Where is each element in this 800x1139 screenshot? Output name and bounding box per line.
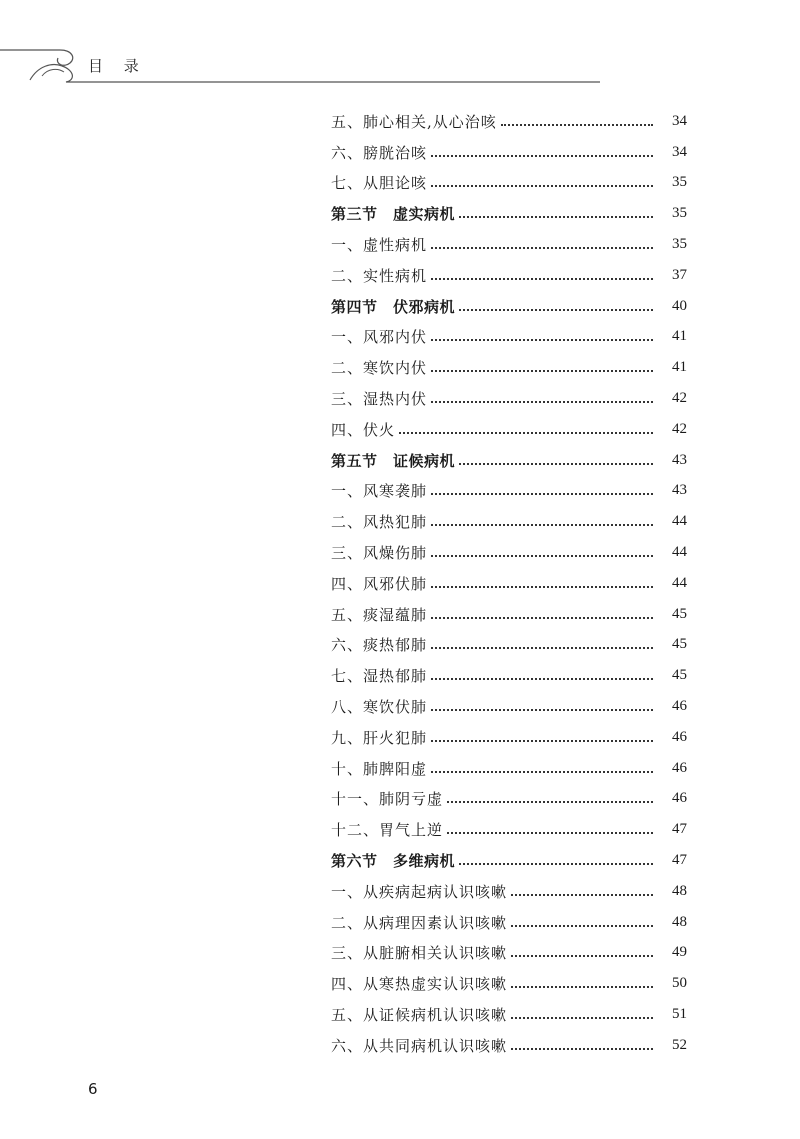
toc-entry-page: 40 (672, 297, 687, 314)
toc-leader-dots (431, 616, 653, 619)
toc-entry-page: 45 (672, 636, 687, 653)
toc-section-entry[interactable] (331, 291, 687, 322)
toc-entry-label: 第五节 证候病机 (331, 451, 456, 470)
toc-section-entry[interactable] (331, 845, 687, 876)
toc-entry-label: 二、从病理因素认识咳嗽 (331, 913, 508, 932)
toc-leader-dots (431, 246, 653, 249)
toc-leader-dots (511, 924, 653, 927)
toc-entry-page: 46 (672, 728, 687, 745)
toc-section-entry[interactable] (331, 445, 687, 476)
toc-entry[interactable] (331, 722, 687, 753)
toc-entry-label: 四、风邪伏肺 (331, 574, 428, 593)
toc-entry[interactable] (331, 938, 687, 969)
toc-entry-label: 七、从胆论咳 (331, 174, 428, 193)
toc-entry-page: 45 (672, 667, 687, 684)
toc-entry-label: 二、实性病机 (331, 266, 428, 285)
toc-leader-dots (459, 862, 653, 865)
toc-entry-page: 46 (672, 759, 687, 776)
toc-leader-dots (431, 338, 653, 341)
toc-entry[interactable] (331, 506, 687, 537)
toc-entry-page: 41 (672, 359, 687, 376)
toc-leader-dots (511, 985, 653, 988)
toc-entry-label: 四、从寒热虚实认识咳嗽 (331, 975, 508, 994)
toc-entry-label: 八、寒饮伏肺 (331, 698, 428, 717)
toc-entry-label: 四、伏火 (331, 420, 396, 439)
toc-entry[interactable] (331, 168, 687, 199)
toc-entry[interactable] (331, 383, 687, 414)
toc-entry[interactable] (331, 352, 687, 383)
toc-entry[interactable] (331, 1030, 687, 1061)
toc-leader-dots (447, 831, 653, 834)
toc-leader-dots (431, 708, 653, 711)
toc-entry[interactable] (331, 999, 687, 1030)
toc-entry-label: 二、风热犯肺 (331, 513, 428, 532)
toc-leader-dots (431, 739, 653, 742)
toc-leader-dots (431, 523, 653, 526)
toc-leader-dots (501, 123, 653, 126)
toc-entry[interactable] (331, 260, 687, 291)
toc-entry-page: 52 (672, 1036, 687, 1053)
toc-entry[interactable] (331, 568, 687, 599)
toc-entry-label: 一、风寒袭肺 (331, 482, 428, 501)
toc-leader-dots (511, 1047, 653, 1050)
toc-entry[interactable] (331, 876, 687, 907)
toc-entry-page: 50 (672, 975, 687, 992)
toc-entry[interactable] (331, 907, 687, 938)
toc-entry[interactable] (331, 660, 687, 691)
toc-entry-label: 十二、胃气上逆 (331, 821, 444, 840)
toc-entry-label: 九、肝火犯肺 (331, 728, 428, 747)
toc-entry[interactable] (331, 414, 687, 445)
toc-leader-dots (511, 893, 653, 896)
toc-entry-page: 47 (672, 821, 687, 838)
toc-leader-dots (431, 154, 653, 157)
toc-leader-dots (459, 462, 653, 465)
toc-entry-label: 二、寒饮内伏 (331, 359, 428, 378)
toc-entry[interactable] (331, 137, 687, 168)
toc-entry-page: 44 (672, 544, 687, 561)
toc-leader-dots (431, 677, 653, 680)
toc-leader-dots (511, 954, 653, 957)
toc-leader-dots (399, 431, 653, 434)
toc-leader-dots (431, 277, 653, 280)
header-swirl-ornament (0, 0, 800, 90)
toc-leader-dots (511, 1016, 653, 1019)
toc-entry[interactable] (331, 753, 687, 784)
toc-entry-page: 48 (672, 913, 687, 930)
toc-entry-label: 第三节 虚实病机 (331, 205, 456, 224)
toc-entry-page: 42 (672, 390, 687, 407)
toc-leader-dots (431, 492, 653, 495)
toc-entry-page: 37 (672, 266, 687, 283)
toc-entry-label: 三、从脏腑相关认识咳嗽 (331, 944, 508, 963)
toc-entry-label: 六、痰热郁肺 (331, 636, 428, 655)
toc-entry-page: 43 (672, 482, 687, 499)
toc-entry[interactable] (331, 630, 687, 661)
toc-leader-dots (459, 215, 653, 218)
toc-leader-dots (431, 585, 653, 588)
toc-entry-page: 35 (672, 174, 687, 191)
toc-entry-page: 46 (672, 790, 687, 807)
table-of-contents (331, 106, 687, 1061)
header-title: 目 录 (88, 57, 147, 75)
toc-entry-label: 十一、肺阴亏虚 (331, 790, 444, 809)
toc-section-entry[interactable] (331, 198, 687, 229)
toc-entry-label: 三、湿热内伏 (331, 390, 428, 409)
toc-entry-page: 34 (672, 143, 687, 160)
toc-leader-dots (431, 400, 653, 403)
toc-entry-label: 第四节 伏邪病机 (331, 297, 456, 316)
toc-entry-page: 45 (672, 605, 687, 622)
toc-entry-page: 43 (672, 451, 687, 468)
toc-entry-page: 34 (672, 112, 687, 129)
toc-entry-page: 51 (672, 1006, 687, 1022)
toc-entry[interactable] (331, 106, 687, 137)
toc-entry-page: 44 (672, 513, 687, 530)
toc-entry-page: 42 (672, 420, 687, 437)
toc-entry-page: 41 (672, 328, 687, 345)
toc-entry-page: 35 (672, 205, 687, 222)
toc-entry-label: 一、风邪内伏 (331, 328, 428, 347)
toc-entry-label: 七、湿热郁肺 (331, 667, 428, 686)
toc-entry-page: 47 (672, 852, 687, 869)
toc-entry-label: 五、痰湿蕴肺 (331, 605, 428, 624)
toc-entry-label: 五、从证候病机认识咳嗽 (331, 1006, 508, 1024)
toc-leader-dots (459, 308, 653, 311)
toc-entry-label: 第六节 多维病机 (331, 852, 456, 871)
toc-entry[interactable] (331, 814, 687, 845)
page-number: 6 (88, 1080, 98, 1098)
toc-entry-label: 六、膀胱治咳 (331, 143, 428, 162)
toc-leader-dots (431, 770, 653, 773)
toc-entry[interactable] (331, 691, 687, 722)
toc-entry-label: 一、从疾病起病认识咳嗽 (331, 882, 508, 901)
toc-entry[interactable] (331, 968, 687, 999)
toc-leader-dots (431, 184, 653, 187)
toc-leader-dots (431, 646, 653, 649)
toc-entry-label: 五、肺心相关,从心治咳 (331, 112, 497, 131)
toc-entry[interactable] (331, 599, 687, 630)
toc-entry-page: 48 (672, 882, 687, 899)
toc-leader-dots (431, 369, 653, 372)
toc-entry-page: 49 (672, 944, 687, 961)
toc-entry-label: 三、风燥伤肺 (331, 544, 428, 563)
toc-entry[interactable] (331, 229, 687, 260)
toc-entry[interactable] (331, 784, 687, 815)
toc-entry-label: 十、肺脾阳虚 (331, 759, 428, 778)
toc-entry-label: 一、虚性病机 (331, 236, 428, 255)
toc-entry-page: 46 (672, 698, 687, 715)
toc-leader-dots (431, 554, 653, 557)
toc-entry[interactable] (331, 476, 687, 507)
page-header (0, 0, 800, 90)
toc-entry-page: 35 (672, 236, 687, 253)
toc-entry[interactable] (331, 322, 687, 353)
toc-entry-label: 六、从共同病机认识咳嗽 (331, 1036, 508, 1055)
toc-leader-dots (447, 800, 653, 803)
toc-entry[interactable] (331, 537, 687, 568)
toc-entry-page: 44 (672, 574, 687, 591)
